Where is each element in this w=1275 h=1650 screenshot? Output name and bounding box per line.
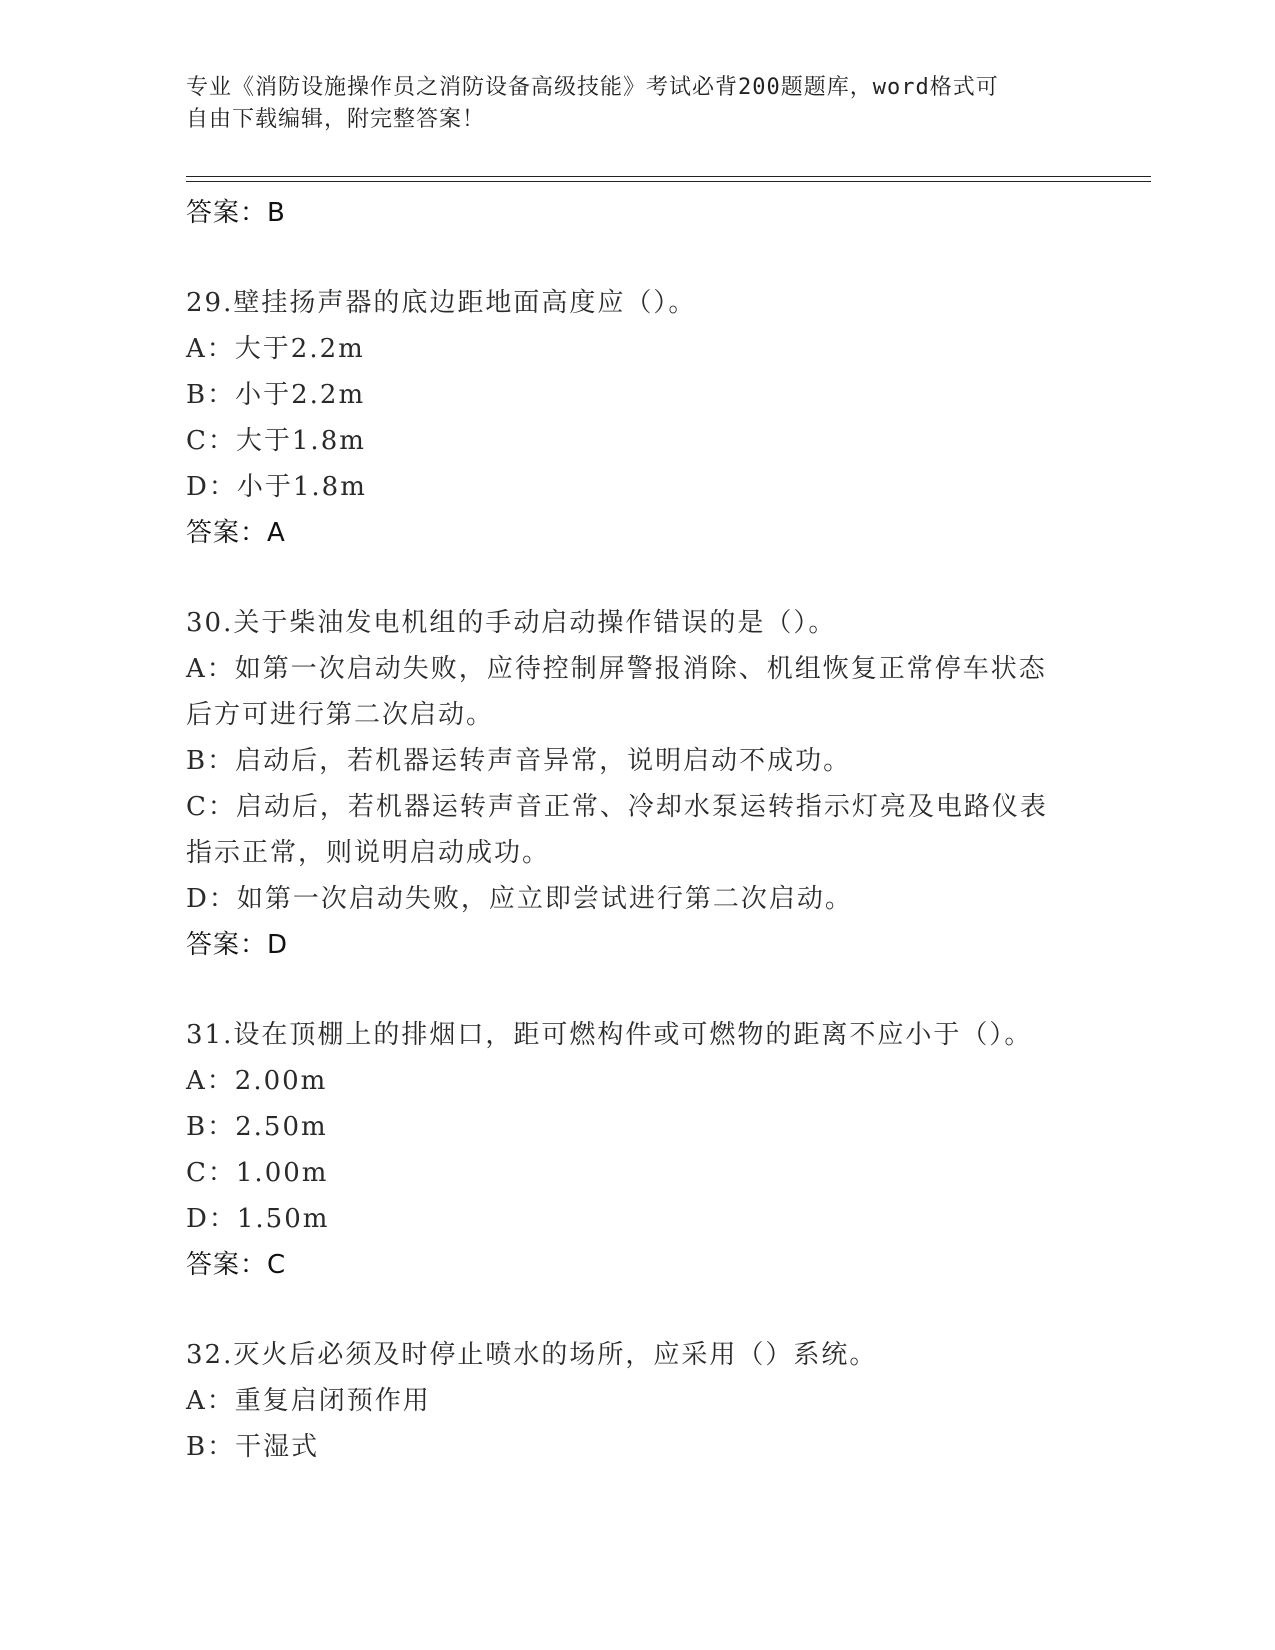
option-b: B：2.50m: [186, 1112, 328, 1142]
question-block: [186, 1332, 1086, 1470]
option-c-continued: 指示正常，则说明启动成功。: [186, 838, 551, 868]
spacer: [186, 968, 1086, 1012]
option-a: A：如第一次启动失败，应待控制屏警报消除、机组恢复正常停车状态: [186, 654, 1047, 684]
question-stem: 29.壁挂扬声器的底边距地面高度应（）。: [186, 288, 697, 318]
spacer: [186, 1288, 1086, 1332]
option-c: C：大于1.8m: [186, 426, 366, 456]
option-c: C：1.00m: [186, 1158, 329, 1188]
question-stem: 31.设在顶棚上的排烟口，距可燃构件或可燃物的距离不应小于（）。: [186, 1020, 1033, 1050]
spacer: [186, 236, 1086, 280]
question-list: [186, 190, 1086, 1470]
option-b: B：小于2.2m: [186, 380, 366, 410]
option-b: B：启动后，若机器运转声音异常，说明启动不成功。: [186, 746, 852, 776]
question-stem: 32.灭火后必须及时停止喷水的场所，应采用（）系统。: [186, 1340, 878, 1370]
question-block: [186, 280, 1086, 556]
header-divider: [186, 176, 1151, 182]
question-stem: 30.关于柴油发电机组的手动启动操作错误的是（）。: [186, 608, 837, 638]
option-a: A：重复启闭预作用: [186, 1386, 431, 1416]
header-line-1: 专业《消防设施操作员之消防设备高级技能》考试必背200题题库，word格式可: [186, 75, 999, 100]
option-c: C：启动后，若机器运转声音正常、冷却水泵运转指示灯亮及电路仪表: [186, 792, 1048, 822]
option-d: D：小于1.8m: [186, 472, 367, 502]
option-b: B：干湿式: [186, 1432, 320, 1462]
option-d: D：如第一次启动失败，应立即尝试进行第二次启动。: [186, 884, 853, 914]
option-a: A：大于2.2m: [186, 334, 365, 364]
option-a-continued: 后方可进行第二次启动。: [186, 700, 495, 730]
header-line-2: 自由下载编辑，附完整答案！: [186, 107, 486, 132]
spacer: [186, 556, 1086, 600]
answer-line: 答案：D: [186, 930, 289, 960]
option-a: A：2.00m: [186, 1066, 328, 1096]
question-block: [186, 1012, 1086, 1288]
question-block: [186, 600, 1086, 968]
document-header: [186, 72, 1066, 136]
answer-line: 答案：C: [186, 1250, 287, 1280]
answer-line: 答案：B: [186, 198, 286, 228]
option-d: D：1.50m: [186, 1204, 330, 1234]
answer-line: 答案：A: [186, 518, 286, 548]
